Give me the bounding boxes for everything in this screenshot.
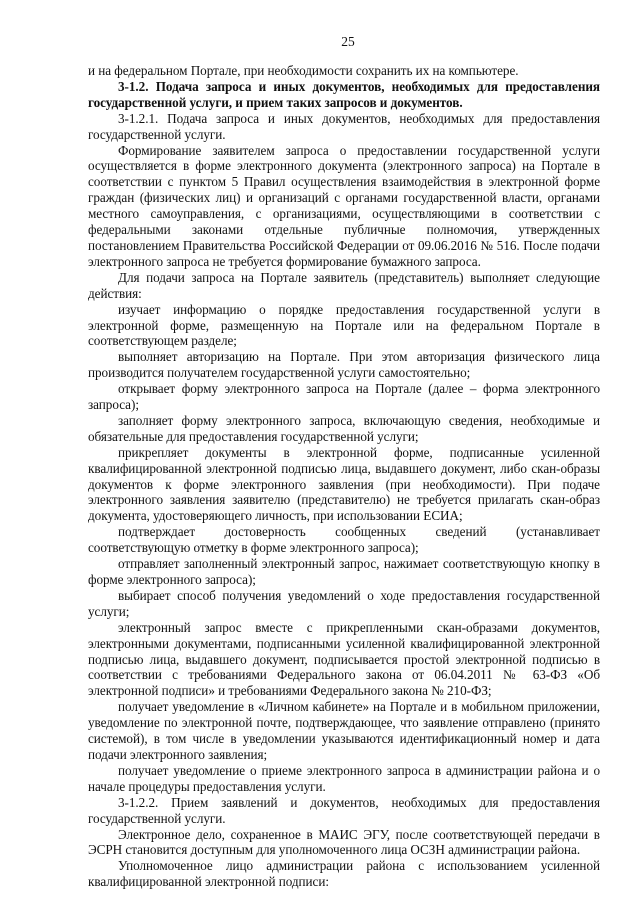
paragraph: Формирование заявителем запроса о предоставлении государственной услуги осуществляется в форме электронного документа (электронного запроса) на Портале в соответствии с пунктом 5 Правил осуществления взаимодействия в электронной форме граждан (физических лиц) и организаций с органами государственной власти, органами местного самоуправления, с организациями, осуществляющими в соответствии с федеральными законами отдельные публичные полномочия, утвержденных постановлением Правительства Российской Федерации от 09.06.2016 № 516. После подачи электронного запроса не требуется формирование бумажного запроса. [88,142,600,269]
document-body [88,63,600,890]
paragraph: 3-1.2.1. Подача запроса и иных документов, необходимых для предоставления государственной услуги. [88,110,600,142]
paragraph: изучает информацию о порядке предоставления государственной услуги в электронной форме, размещенную на Портале или на федеральном Портале в соответствующем разделе; [88,301,600,349]
paragraph: выполняет авторизацию на Портале. При этом авторизация физического лица производится получателем государственной услуги самостоятельно; [88,349,600,381]
paragraph: Для подачи запроса на Портале заявитель (представитель) выполняет следующие действия: [88,269,600,301]
paragraph: электронный запрос вместе с прикрепленными скан-образами документов, электронными документами, подписанными усиленной квалифицированной электронной подписью лица, выдавшего документ, подписывается простой электронной подписью в соответствии с требованиями Федерального закона от 06.04.2011 № 63-ФЗ «Об электронной подписи» и требованиями Федерального закона № 210-ФЗ; [88,619,600,699]
paragraph: отправляет заполненный электронный запрос, нажимает соответствующую кнопку в форме электронного запроса); [88,556,600,587]
paragraph: получает уведомление в «Личном кабинете» на Портале и в мобильном приложении, уведомление по электронной почте, подтверждающее, что заявление отправлено (принято системой), в том числе в уведомлении указываются идентификационный номер и дата подачи электронного заявления; [88,699,600,762]
paragraph: получает уведомление о приеме электронного запроса в администрации района и о начале процедуры предоставления услуги. [88,762,600,794]
paragraph: заполняет форму электронного запроса, включающую сведения, необходимые и обязательные для предоставления государственной услуги; [88,412,600,444]
paragraph: выбирает способ получения уведомлений о ходе предоставления государственной услуги; [88,587,600,619]
paragraph: 3-1.2.2. Прием заявлений и документов, необходимых для предоставления государственной услуги. [88,794,600,826]
paragraph: Уполномоченное лицо администрации района с использованием усиленной квалифицированной электронной подписи: [88,858,600,890]
page-number: 25 [341,34,355,49]
paragraph: открывает форму электронного запроса на Портале (далее – форма электронного запроса); [88,381,600,413]
paragraph: подтверждает достоверность сообщенных сведений (устанавливает соответствующую отметку в форме электронного запроса); [88,524,600,556]
paragraph: Электронное дело, сохраненное в МАИС ЭГУ, после соответствующей передачи в ЭСРН становится доступным для уполномоченного лица ОСЗН администрации района. [88,826,600,858]
section-heading: 3-1.2. Подача запроса и иных документов, необходимых для предоставления государственной услуги, и прием таких запросов и документов. [88,78,600,110]
paragraph: и на федеральном Портале, при необходимости сохранить их на компьютере. [88,63,519,78]
paragraph: прикрепляет документы в электронной форме, подписанные усиленной квалифицированной электронной подписью лица, выдавшего документ, либо скан-образы документов к форме электронного заявления (при необходимости). При подаче электронного заявления заявителю (представителю) не требуется прилагать скан-образ документа, удостоверяющего личность, при использовании ЕСИА; [88,444,600,524]
